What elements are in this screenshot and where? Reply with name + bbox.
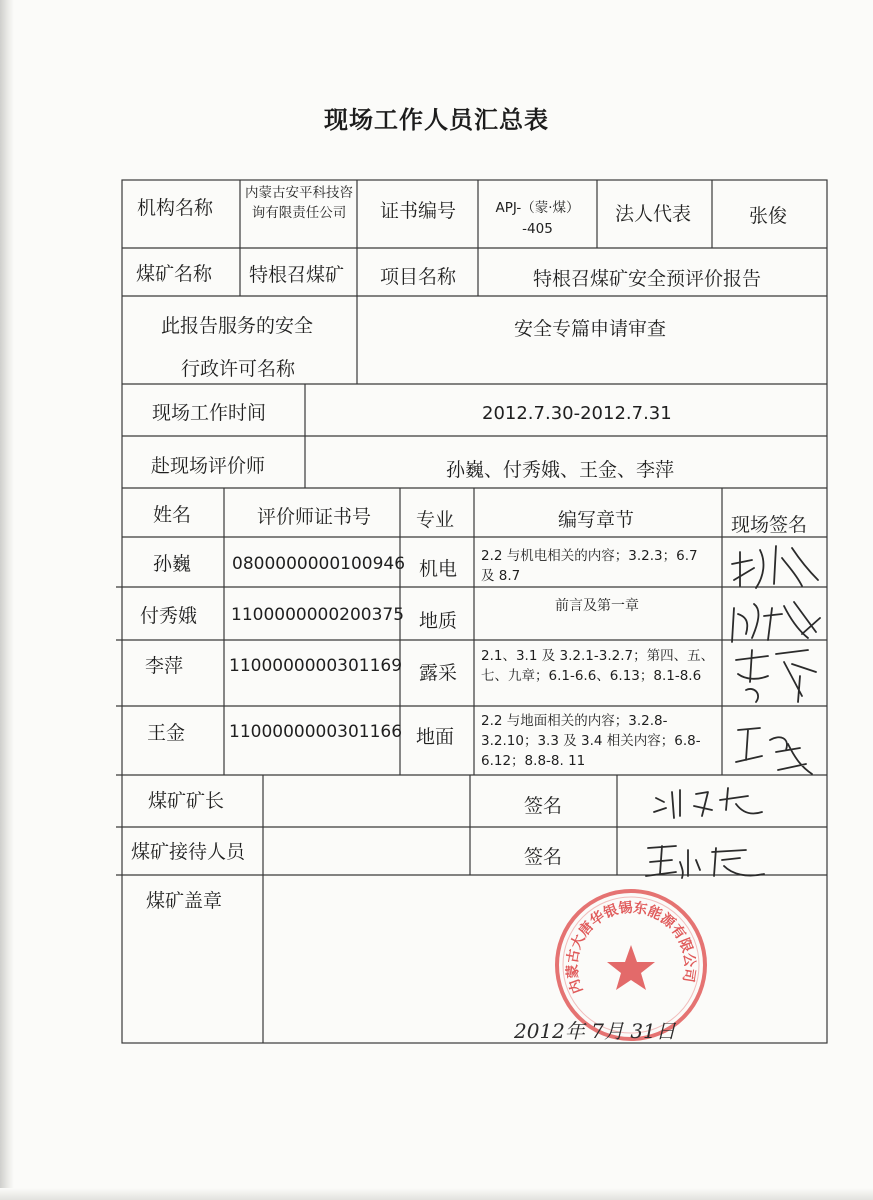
row2-name: 付秀娥 (140, 605, 198, 627)
project-label: 项目名称 (380, 266, 457, 288)
row2-chapters: 前言及第一章 (555, 598, 639, 614)
project-value: 特根召煤矿安全预评价报告 (533, 268, 762, 290)
work-time-value: 2012.7.30-2012.7.31 (482, 403, 672, 424)
reception-sign-label: 签名 (524, 846, 563, 868)
signature-fu (728, 594, 826, 650)
col-signature: 现场签名 (731, 514, 808, 536)
mine-value: 特根召煤矿 (249, 264, 345, 286)
cert-value-line1: APJ-（蒙·煤） (495, 200, 580, 216)
signature-li (728, 646, 826, 706)
seal-date: 2012年 7月 31日 (514, 1019, 676, 1043)
col-major: 专业 (416, 509, 455, 531)
assessor-label: 赴现场评价师 (151, 455, 266, 477)
row4-chapters: 2.2 与地面相关的内容；3.2.8-3.2.10；3.3 及 3.4 相关内容；6.8-6.12；8.8-8. 11 (481, 713, 701, 769)
row1-cert: 0800000000100946 (232, 554, 406, 574)
row4-cert: 1100000000301166 (229, 722, 403, 742)
row3-major: 露采 (419, 662, 458, 684)
row1-chapters: 2.2 与机电相关的内容；3.2.3；6.7 及 8.7 (481, 548, 698, 584)
row3-cert: 1100000000301169 (229, 656, 403, 676)
row1-major: 机电 (419, 558, 458, 580)
row1-name: 孙巍 (153, 553, 192, 575)
seal-label: 煤矿盖章 (146, 890, 223, 912)
row2-cert: 1100000000200375 (231, 605, 405, 625)
page-title: 现场工作人员汇总表 (324, 105, 549, 134)
row4-major: 地面 (416, 726, 455, 748)
permit-label-line2: 行政许可名称 (181, 358, 296, 380)
chief-label: 煤矿矿长 (148, 790, 225, 812)
signature-chief (650, 782, 780, 826)
reception-label: 煤矿接待人员 (131, 841, 246, 863)
org-value: 内蒙古安平科技咨询有限责任公司 (245, 185, 353, 221)
row2-major: 地质 (419, 610, 458, 632)
org-label: 机构名称 (137, 197, 214, 219)
assessor-value: 孙巍、付秀娥、王金、李萍 (446, 459, 675, 481)
signature-reception (642, 840, 778, 884)
signature-wang (730, 720, 826, 780)
permit-label-line1: 此报告服务的安全 (161, 315, 314, 337)
col-name: 姓名 (153, 504, 192, 526)
mine-label: 煤矿名称 (136, 263, 213, 285)
row3-name: 李萍 (145, 655, 184, 677)
cert-label: 证书编号 (380, 200, 457, 222)
permit-value: 安全专篇申请审查 (514, 318, 667, 340)
row4-name: 王金 (147, 722, 186, 744)
seal-text: 内蒙古大唐华银锡东能源有限公司 (564, 899, 698, 996)
legal-rep-value: 张俊 (749, 205, 788, 227)
col-cert: 评价师证书号 (257, 506, 372, 528)
row3-chapters: 2.1、3.1 及 3.2.1-3.2.7；第四、五、七、九章；6.1-6.6、6.13；8.1-8.6 (481, 648, 715, 684)
cert-value-line2: -405 (522, 221, 553, 237)
chief-sign-label: 签名 (524, 795, 563, 817)
signature-sun (726, 540, 826, 596)
col-chapters: 编写章节 (558, 509, 635, 531)
legal-rep-label: 法人代表 (615, 203, 692, 225)
work-time-label: 现场工作时间 (152, 402, 267, 424)
